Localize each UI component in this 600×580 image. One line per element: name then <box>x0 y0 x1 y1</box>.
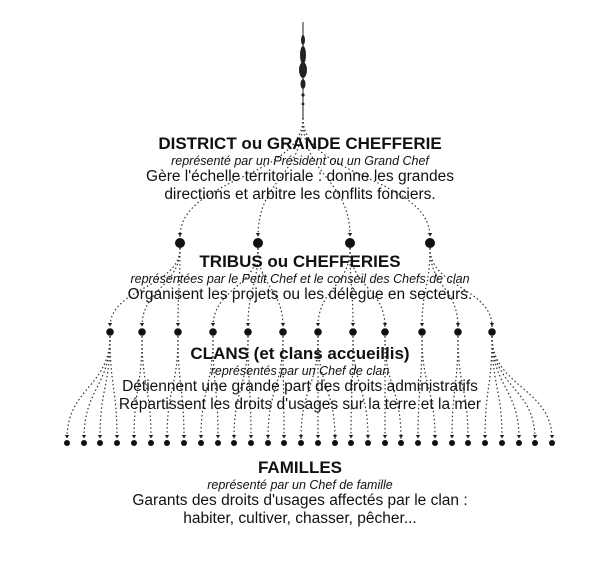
clan-node <box>106 328 114 336</box>
clan-node <box>488 328 496 336</box>
arrowhead-icon <box>115 435 119 439</box>
clans-desc-line1: Détiennent une grande part des droits administratifs <box>122 377 478 395</box>
district-desc-line2: directions et arbitre les conflits fonciers. <box>164 185 436 203</box>
famille-node <box>415 440 421 446</box>
famille-node <box>398 440 404 446</box>
arrowhead-icon <box>98 435 102 439</box>
arrowhead-icon <box>246 323 250 327</box>
tribus-subtitle: représentées par le Petit Chef et le conseil des Chefs de clan <box>130 271 470 286</box>
arrowhead-icon <box>82 435 86 439</box>
arrowhead-icon <box>416 435 420 439</box>
tribu-node <box>253 238 263 248</box>
level-tribus <box>0 252 600 304</box>
famille-node <box>499 440 505 446</box>
famille-node <box>449 440 455 446</box>
famille-node <box>148 440 154 446</box>
famille-node <box>549 440 555 446</box>
arrowhead-icon <box>383 323 387 327</box>
arrowhead-icon <box>165 435 169 439</box>
arrowhead-icon <box>383 435 387 439</box>
famille-node <box>181 440 187 446</box>
famille-node <box>348 440 354 446</box>
arrowhead-icon <box>182 435 186 439</box>
arrowhead-icon <box>232 435 236 439</box>
clan-node <box>244 328 252 336</box>
tribu-node <box>425 238 435 248</box>
arrowhead-icon <box>199 435 203 439</box>
arrowhead-icon <box>500 435 504 439</box>
famille-node <box>97 440 103 446</box>
arrowhead-icon <box>456 323 460 327</box>
famille-node <box>198 440 204 446</box>
tribu-node <box>345 238 355 248</box>
arrowhead-icon <box>348 233 352 237</box>
arrowhead-icon <box>349 435 353 439</box>
clan-node <box>381 328 389 336</box>
clan-node <box>209 328 217 336</box>
arrowhead-icon <box>433 435 437 439</box>
clans-desc-line2: Répartissent les droits d'usages sur la terre et la mer <box>118 395 482 413</box>
clan-node <box>454 328 462 336</box>
arrowhead-icon <box>216 435 220 439</box>
level-district <box>0 134 600 204</box>
clans-subtitle: représentés par un Chef de clan <box>210 363 390 378</box>
clans-title: CLANS (et clans accueillis) <box>190 344 410 363</box>
arrowhead-icon <box>211 323 215 327</box>
famille-node <box>482 440 488 446</box>
arrowhead-icon <box>132 435 136 439</box>
clan-node <box>349 328 357 336</box>
arrowhead-icon <box>366 435 370 439</box>
arrowhead-icon <box>108 323 112 327</box>
famille-node <box>248 440 254 446</box>
famille-node <box>465 440 471 446</box>
arrowhead-icon <box>316 435 320 439</box>
arrowhead-icon <box>316 323 320 327</box>
famille-node <box>516 440 522 446</box>
famille-node <box>365 440 371 446</box>
arrowhead-icon <box>266 435 270 439</box>
famille-node <box>265 440 271 446</box>
arrowhead-icon <box>517 435 521 439</box>
arrowhead-icon <box>282 435 286 439</box>
famille-node <box>131 440 137 446</box>
tribus-desc-line1: Organisent les projets ou les délègue en secteurs. <box>127 285 473 303</box>
arrowhead-icon <box>176 323 180 327</box>
arrowhead-icon <box>351 323 355 327</box>
district-subtitle: représenté par un Président ou un Grand Chef <box>171 153 429 168</box>
arrowhead-icon <box>450 435 454 439</box>
familles-desc-line1: Garants des droits d'usages affectés par le clan : <box>132 491 468 509</box>
arrowhead-icon <box>420 323 424 327</box>
famille-node <box>164 440 170 446</box>
arrowhead-icon <box>149 435 153 439</box>
tribu-node <box>175 238 185 248</box>
arrowhead-icon <box>140 323 144 327</box>
famille-node <box>315 440 321 446</box>
famille-node <box>281 440 287 446</box>
arrowhead-icon <box>399 435 403 439</box>
district-desc-line1: Gère l'échelle territoriale : donne les grandes <box>146 167 454 185</box>
famille-node <box>432 440 438 446</box>
famille-node <box>81 440 87 446</box>
spire-ornament-icon <box>299 22 307 118</box>
arrowhead-icon <box>299 435 303 439</box>
arrowhead-icon <box>466 435 470 439</box>
arrowhead-icon <box>428 233 432 237</box>
level-familles <box>0 458 600 528</box>
famille-node <box>231 440 237 446</box>
arrowhead-icon <box>550 435 554 439</box>
arrowhead-icon <box>483 435 487 439</box>
famille-node <box>298 440 304 446</box>
arrowhead-icon <box>490 323 494 327</box>
arrowhead-icon <box>256 233 260 237</box>
arrowhead-icon <box>65 435 69 439</box>
familles-title: FAMILLES <box>257 458 343 477</box>
famille-node <box>382 440 388 446</box>
arrowhead-icon <box>249 435 253 439</box>
familles-subtitle: représenté par un Chef de famille <box>207 477 393 492</box>
clan-node <box>279 328 287 336</box>
famille-node <box>64 440 70 446</box>
arrowhead-icon <box>333 435 337 439</box>
tribus-title: TRIBUS ou CHEFFERIES <box>199 252 401 271</box>
clan-node <box>314 328 322 336</box>
arrowhead-icon <box>178 233 182 237</box>
level-clans <box>0 344 600 414</box>
clan-node <box>174 328 182 336</box>
arrowhead-icon <box>281 323 285 327</box>
familles-desc-line2: habiter, cultiver, chasser, pêcher... <box>183 509 417 527</box>
clan-node <box>138 328 146 336</box>
clan-node <box>418 328 426 336</box>
famille-node <box>332 440 338 446</box>
district-title: DISTRICT ou GRANDE CHEFFERIE <box>158 134 442 153</box>
famille-node <box>215 440 221 446</box>
arrowhead-icon <box>533 435 537 439</box>
famille-node <box>114 440 120 446</box>
famille-node <box>532 440 538 446</box>
